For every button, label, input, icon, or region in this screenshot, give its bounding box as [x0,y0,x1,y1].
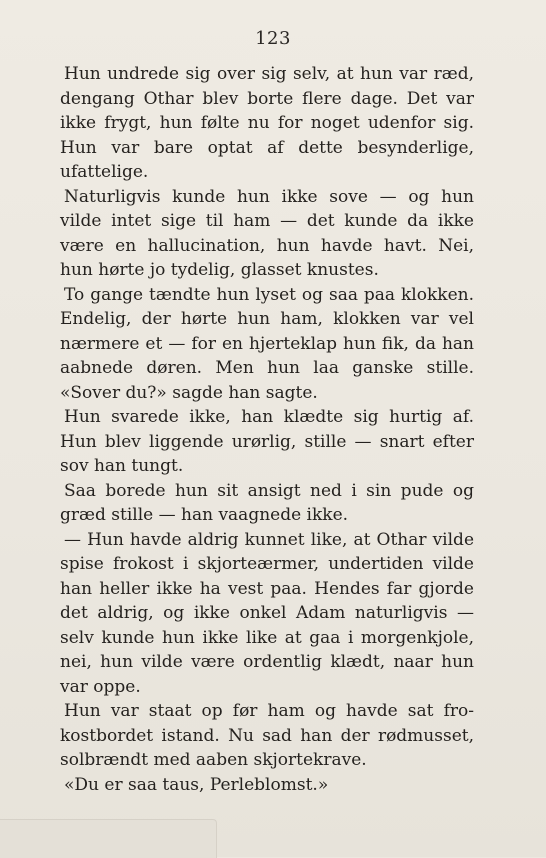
paragraph-1: Hun undrede sig over sig selv, at hun var ræd, dengang Othar blev borte flere dage. Det var ikke frygt, hun følte nu for noget udenfor sig. Hun var bare optat af dette besynderlige, ufattelige. [60,64,474,182]
paragraph-7: Hun var staat op før ham og havde sat frokostbordet istand. Nu sad han der rødmusset, solbrændt med aaben skjortekrave. [60,701,474,770]
paragraph-5: Saa borede hun sit ansigt ned i sin pude og græd stille — han vaagnede ikke. [60,480,474,525]
paragraph-3: To gange tændte hun lyset og saa paa klokken. Endelig, der hørte hun ham, klokken var vel nærmere et — for en hjerteklap hun fik, da han aabnede døren. Men hun laa ganske stille. «Sover du?» sagde han sagte. [60,284,474,403]
page-bottom-edge [0,819,217,858]
body-text [60,62,474,797]
paragraph-4: Hun svarede ikke, han klædte sig hurtig af. Hun blev liggende urørlig, stille — snart efter sov han tungt. [60,407,474,476]
page-number: 123 [255,28,291,49]
paragraph-2: Naturligvis kunde hun ikke sove — og hun vilde intet sige til ham — det kunde da ikke være en hallucination, hun havde havt. Nei, hun hørte jo tydelig, glasset knustes. [60,186,474,280]
paragraph-6: — Hun havde aldrig kunnet like, at Othar vilde spise frokost i skjorteærmer, undertiden vilde han heller ikke ha vest paa. Hendes far gjorde det aldrig, og ikke onkel Adam naturligvis — selv kunde hun ikke like at gaa i morgenkjole, nei, hun vilde være ordentlig klædt, naar hun var oppe. [60,529,474,697]
paragraph-8: «Du er saa taus, Perleblomst.» [64,774,329,795]
